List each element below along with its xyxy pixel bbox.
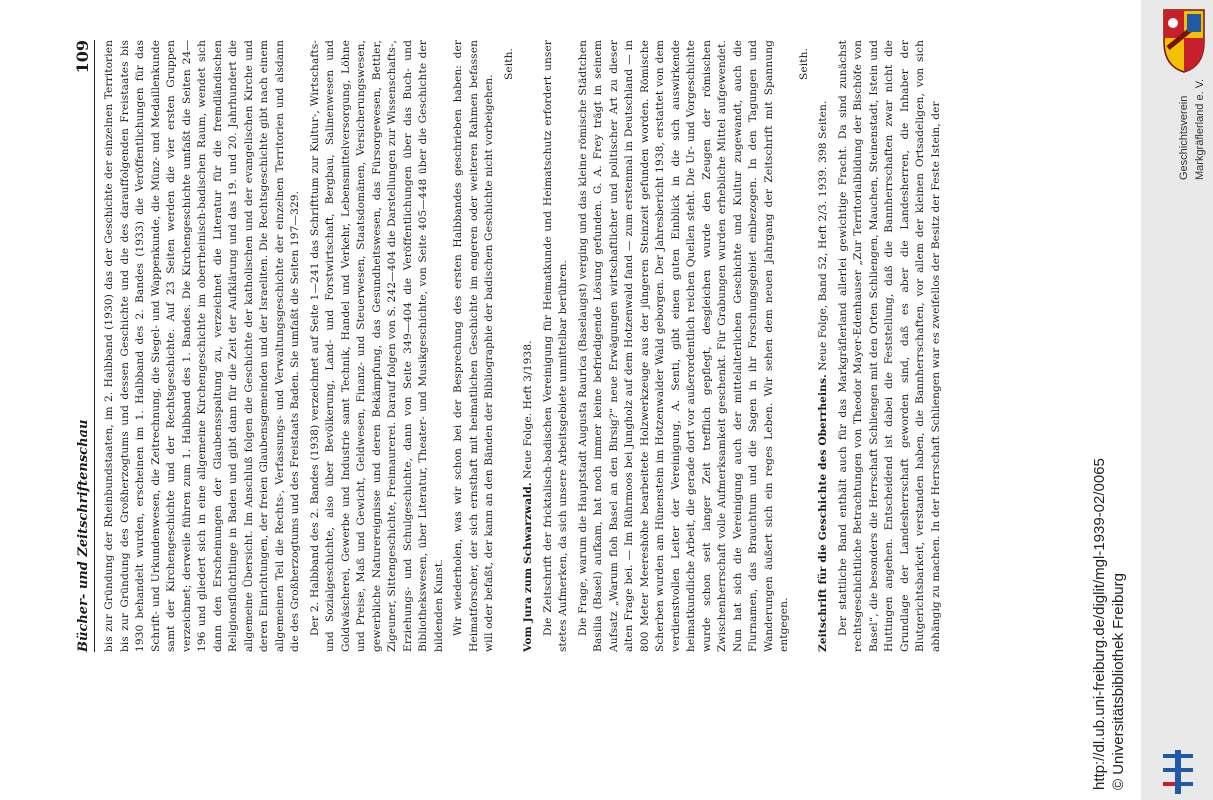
copyright-notice: © Universitätsbibliothek Freiburg bbox=[1110, 573, 1127, 790]
journal-title: Zeitschrift für die Geschichte des Oberrheins. bbox=[817, 374, 829, 652]
permalink-url[interactable]: http://dl.ub.uni-freiburg.de/diglit/mgl-1939-02/0065 bbox=[1091, 458, 1108, 790]
paragraph: Wir wiederholen, was wir schon bei der Besprechung des ersten Halbbandes geschrieben haben: der Heimatforscher, der sich ernsthaft mit heimatlichen Geschichte im engeren oder weiteren Rahmen befassen will oder befaßt, der kann an den Bänden der Bibliographie der badischen Geschichte nicht vorbeigehen. bbox=[452, 40, 495, 652]
signature: Seith. bbox=[502, 48, 515, 80]
journal-issue: Neue Folge, Band 52, Heft 2/3. 1939. 398 Seiten. bbox=[817, 100, 829, 375]
section-heading bbox=[816, 40, 832, 652]
paragraph: Die Frage, warum die Hauptstadt Augusta Raurica (Baselaugst) verging und das kleine römische Städtchen Basilia (Basel) aufkam, hat noch immer keine befriedigende Lösung gefunden. G. A. Frey trägt in seinem Aufsatz „Warum floh Basel an den Birsig?“ neue Erwägungen wirtschaftlicher und politischer Art zu dieser alten Frage bei. — Im Rührmoos bei Jungholz auf dem Hotzenwald fand — zum erstenmal in Deutschland — in 800 Meter Meereshöhe bearbeitete Holzwerkzeuge aus der jüngeren Steinzeit gefunden worden. Römische Scherben wurden am Hünenstein im Hotzenwalder Wald geborgen. Der Jahresbericht 1938, erstattet von dem verdienstvollen Leiter der Vereinigung, A. Senti, gibt einen guten Einblick in die sich auswirkende heimatkundliche Arbeit, die gerade dort vor außerordentlich reichen Quellen steht. Die Ur- und Vorgeschichte wurde schon seit langer Zeit trefflich gepflegt, desgleichen wurde den Zeugen der römischen Zwischenherrschaft volle Aufmerksamkeit geschenkt. Für Grabungen wurden erhebliche Mittel aufgewendet. Nun hat sich die Vereinigung auch der mittelalterlichen Geschichte und Kultur zugewandt, auch die Flurnamen, das Brauchtum und die Sagen in ihr Forschungsgebiet einbezogen. In den Tagungen und Wanderungen äußert sich ein reges Leben. Wir sehen dem neuen Jahrgang der Zeitschrift mit Spannung entgegen. bbox=[576, 40, 790, 652]
society-name-line2: Markgräflerland e. V. bbox=[1194, 78, 1206, 180]
running-title: Bücher- und Zeitschriftenschau bbox=[76, 419, 91, 652]
paragraph: Der stattliche Band enthält auch für das Markgräflerland allerlei gewichtige Fracht. Da sind zunächst rechtsgeschichtliche Betrachtungen von Theodor Mayer-Edenhauser „Zur Territorialbildung der Bischöfe von Basel“, die besonders die Herrschaft Schliengen mit den Orten Schliengen, Mauchen, Steinenstadt, Istein und Huttingen angehen. Entscheidend ist dabei die Feststellung, daß die Bannherrschaften zwar nicht die Grundlage der Landesherrschaft geworden sind, daß es aber die Landesherren, die Inhaber der Blutgerichtsbarkeit, verstanden haben, die Bannherrschaften, vor allem der kleinen Ortsadeligen, von sich abhängig zu machen. In der Herrschaft Schliengen war es zweifellos der Besitz der Feste Istein, der bbox=[836, 40, 942, 652]
journal-issue: Neue Folge. Heft 3/1938. bbox=[522, 340, 534, 483]
coat-of-arms-icon bbox=[1162, 8, 1206, 74]
paragraph: Die Zeitschrift der fricktalisch-badischen Vereinigung für Heimatkunde und Heimatschutz erfordert unser stetes Aufmerken, da sich unsere Arbeitsgebiete unmittelbar berühren. bbox=[541, 40, 569, 652]
section-heading bbox=[521, 40, 537, 652]
society-name-line1: Geschichtsverein bbox=[1178, 95, 1190, 180]
paragraph: bis zur Gründung der Rheinbundstaaten, im 2. Halbband (1930) das der Geschichte der einzelnen Territorien bis zur Gründung des Großherzogtums und dessen Geschichte und die des darauffolgenden Freistaates bis 1930 behandelt wurden, erscheinen im 1. Halbband des 2. Bandes (1933) die Veröffentlichungen für das Schrift- und Urkundenwesen, die Zeitrechnung, die Siegel- und Wappenkunde, die Münz- und Medaillenkunde samt der Kirchengeschichte und der Rechtsgeschichte. Auf 23 Seiten werden die vier ersten Gruppen verzeichnet; derweile führen zum 1. Halbband des 1. Bandes. Die Kirchengeschichte umfaßt die Seiten 24—196 und gliedert sich in eine allgemeine Kirchengeschichte im oberrheinisch-badischen Raum, wendet sich dann den Erscheinungen der Glaubensspaltung zu, verzeichnet die Literatur für die fremdländischen Religionsflüchtlinge in Baden und gibt dann für die Zeit der Aufklärung und das 19. und 20. Jahrhundert die allgemeine Übersicht. Im Anschluß folgen die Geschichte der katholischen und der evangelischen Kirche und deren Einrichtungen, der freien Glaubensgemeinden und der Israeliten. Die Rechtsgeschichte gibt nach einem allgemeinen Teil die Rechts-, Verfassungs- und Verwaltungsgeschichte der einzelnen Territorien und alsdann die des Großherzogtums und des Freistaats Baden. Sie umfaßt die Seiten 197—329. bbox=[103, 40, 301, 652]
page-body bbox=[102, 40, 948, 652]
page-number: 109 bbox=[73, 40, 92, 74]
paragraph: Der 2. Halbband des 2. Bandes (1938) verzeichnet auf Seite 1—241 das Schrifttum zur Kultur-, Wirtschafts- und Sozialgeschichte, also über Bevölkerung, Land- und Forstwirtschaft, Bergbau, Salinenwesen und Goldwäscherei, Gewerbe und Industrie samt Technik, Handel und Verkehr, Lebensmittelversorgung, Löhne und Preise, Maß und Gewicht, Geldwesen, Finanz- und Steuerwesen, Staatsdomänen, Versicherungswesen, gewerbliche Naturereignisse und deren Bekämpfung, das Gesundheitswesen, das Fürsorgewesen, Bettler, Zigeuner, Sittengeschichte, Freimaurerei. Darauf folgen von S. 242—404 die Darstellungen zur Wissenschafts-, Erziehungs- und Schulgeschichte, dann von Seite 349—404 die Veröffentlichungen über das Buch- und Bibliothekswesen, über Literatur, Theater- und Musikgeschichte, von Seite 405—448 über die Geschichte der bildenden Kunst. bbox=[308, 40, 445, 652]
document-page bbox=[72, 40, 942, 652]
university-library-logo-icon bbox=[1163, 750, 1193, 794]
running-head bbox=[72, 40, 95, 652]
signature: Seith. bbox=[797, 48, 810, 80]
journal-title: Vom Jura zum Schwarzwald. bbox=[522, 482, 534, 652]
